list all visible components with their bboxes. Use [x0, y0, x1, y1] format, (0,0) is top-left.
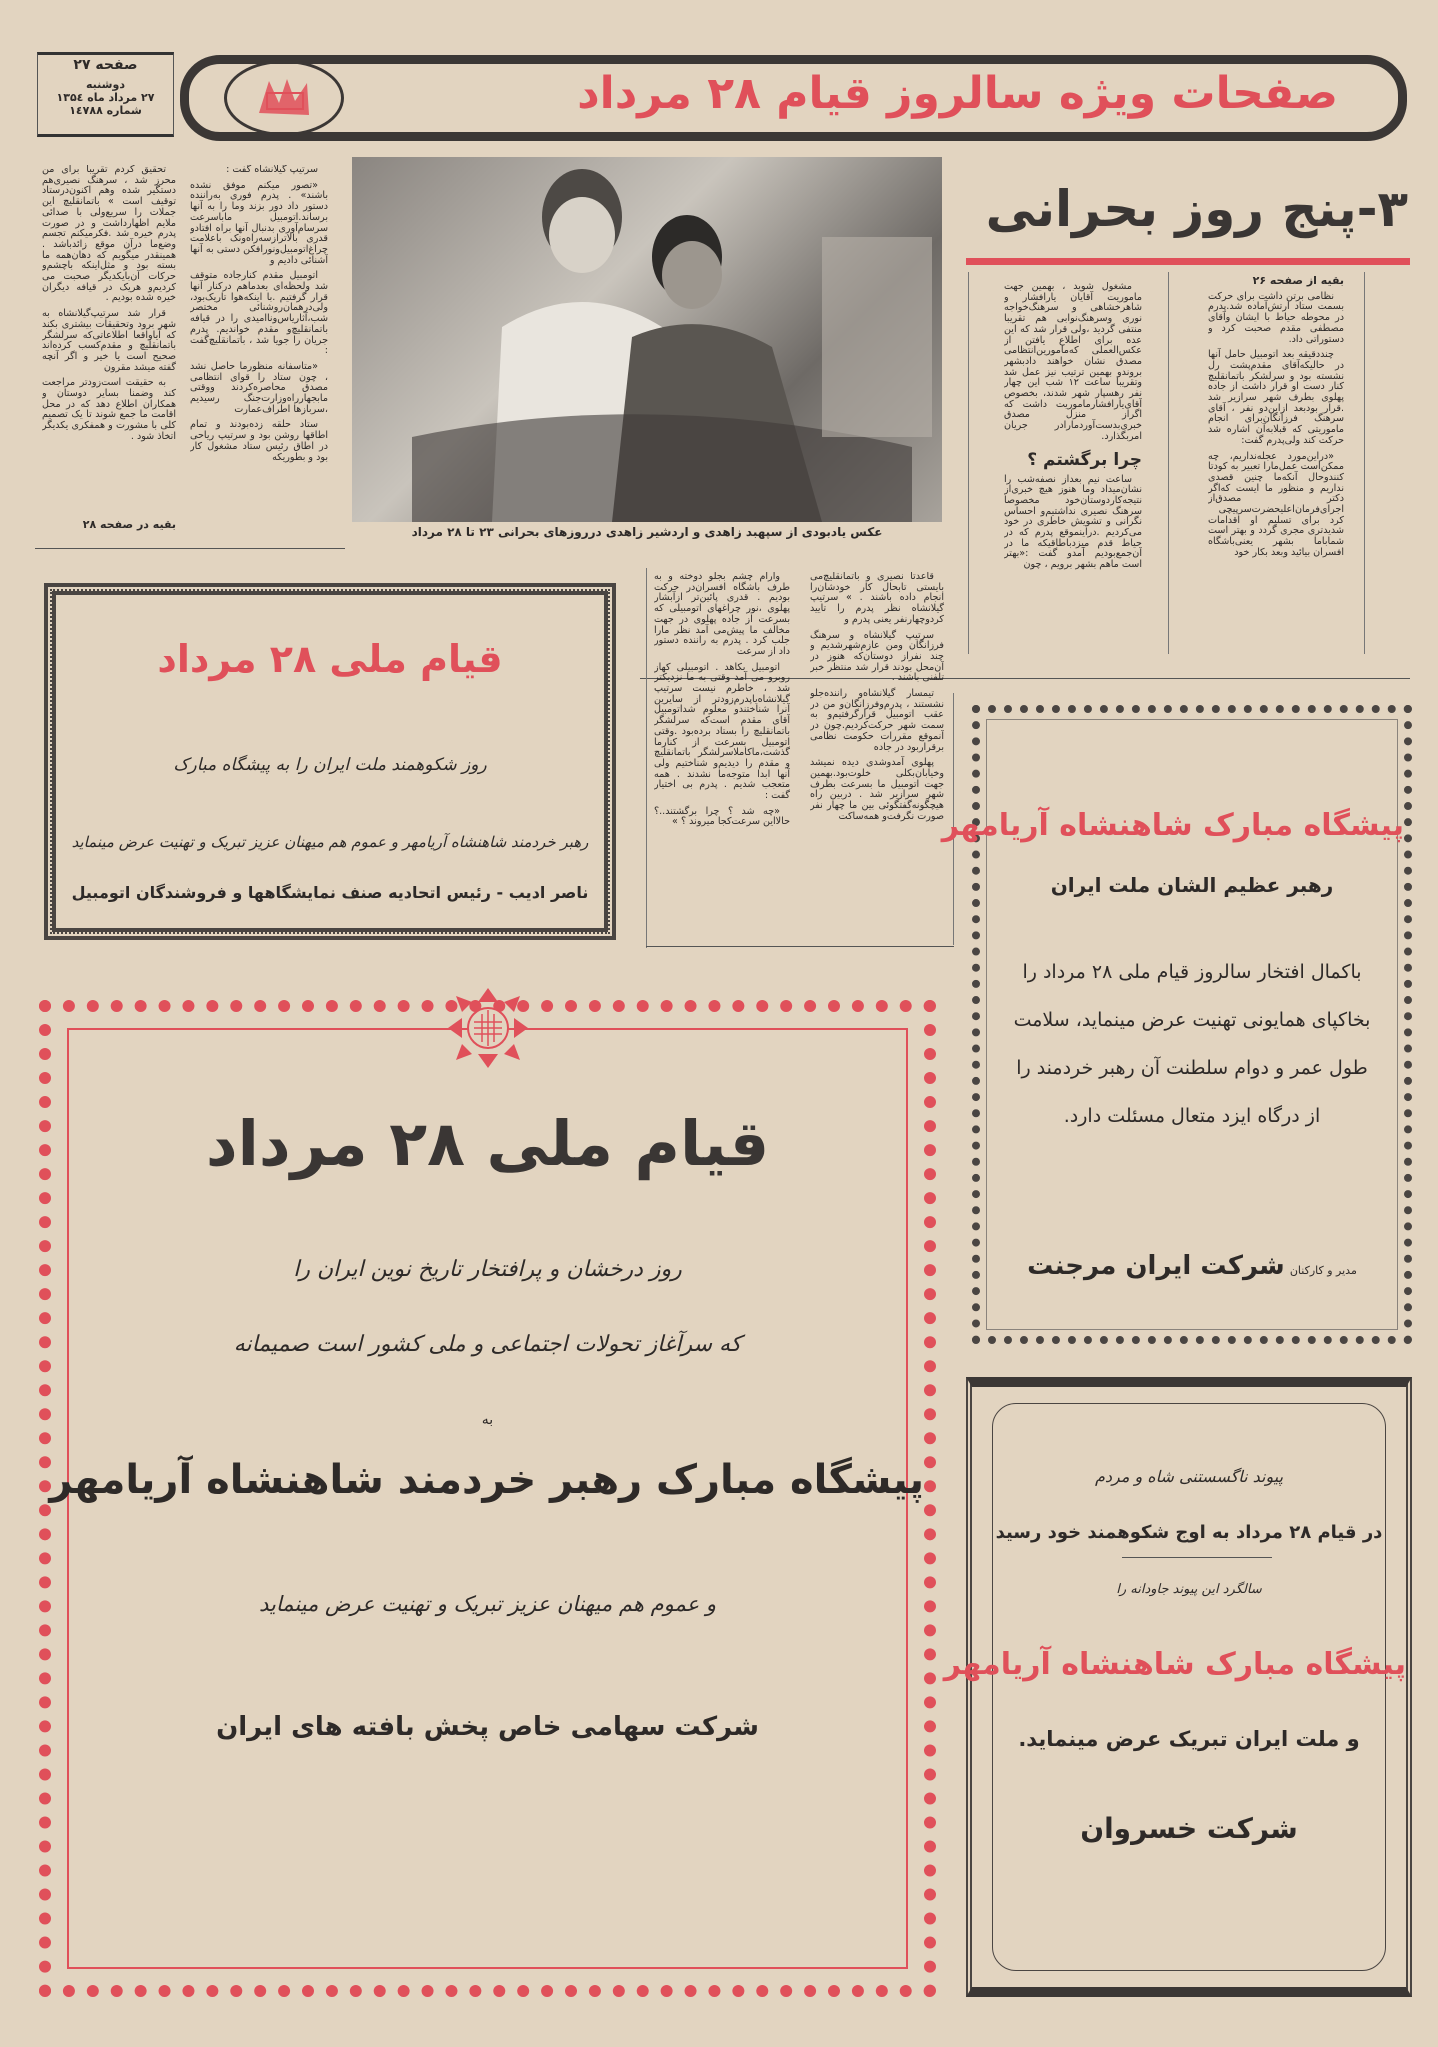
ad-headline: پیشگاه مبارک رهبر خردمند شاهنشاه آریامهر: [49, 1457, 924, 1503]
ad-subtitle: رهبر عظیم الشان ملت ایران: [1050, 873, 1334, 897]
paragraph: تحقیق کردم تقریبا برای من محرز شد ، سرهنگ نصیری‌هم دستگیر شده وهم اکنون‌درستاد توقیف است » باتمانقلیچ این جملات را سریع‌ولی با صدائی ملایم اظهارداشت و در صورت پدرم خیره شد .فکرمیکنم تجسم وضع‌ما درآن موقع زائدباشد . همینقدر میگویم که دهان‌همه ما بسته بود و مثل‌اینکه باچشم‌و حرکات آن‌بایکدیگر صحبت می کردیم‌و هریک در قیافه دیگران خیره شده بودیم .: [42, 165, 176, 304]
paragraph: اتومبیل مقدم کنارجاده متوقف شد ولحظه‌ای بعدماهم درکنار آنها قرار گرفتیم .با اینکه‌هوا تاریک‌بود، ولی‌درهمان‌روشنائی مختصر شب،آثاریاس‌وناامیدی را در قیافه باتمانقلیچ‌و مقدم خواندیم. پدرم جریان را جویا شد ، باتمانقلیچ‌گفت :: [190, 270, 328, 357]
ad-textile-distribution: [39, 1000, 936, 1997]
ad-inner-frame: [992, 1403, 1386, 1971]
article-column-middle-a: [810, 572, 944, 912]
article-column-right-a: [1208, 276, 1344, 654]
headline-rule: [966, 258, 1410, 265]
paragraph: تیمسار گیلانشاه‌و راننده‌جلو نشستند ، پدرم‌وفرزانگان‌و من در عقب اتومبیل قرارگرفتیم‌و به سمت شهر حرکت‌کردیم.چون در آنموقع مقررات حکومت نظامی برقراربود در جاده: [810, 688, 944, 753]
paragraph: نظامی برتن داشت برای حرکت بسمت ستاد ارتش‌آماده شد.پدرم در محوطه حیاط با ایشان وآقای مصطفی مقدم صحبت کرد و دستوراتی داد.: [1208, 290, 1344, 345]
ad-signature: شرکت ایران مرجنت: [1027, 1251, 1285, 1281]
section-divider: [646, 946, 954, 947]
ad-line: سالگرد این پیوند جاودانه را: [1116, 1582, 1262, 1597]
ad-line: رهبر خردمند شاهنشاه آریامهر و عموم هم میهنان عزیز تبریک و تهنیت عرض مینماید: [71, 833, 589, 851]
paragraph: قرار شد سرتیپ‌گیلانشاه به شهر برود وتحقیقات بیشتری بکند که آیاواقعا اطلاعاتی‌که سرلشگر باتمانقلیچ و مقدم‌کسب کرده‌اند صحیح است یا خیر و اگر آنچه گفته میشد مقرون: [42, 308, 176, 373]
ad-signature: شرکت خسروان: [1080, 1812, 1298, 1845]
ad-line: پیوند ناگسستنی شاه و مردم: [1094, 1467, 1284, 1486]
paragraph: «تصور میکنم موفق نشده باشند» . پدرم فوری به‌راننده دستور داد دور بزند وما را به آنها برساند.اتومبیل مابا‌سرعت سرسام‌آوری بدنبال آنها براه افتادو قدری بالاتراز‌سه‌راه‌ونک باعلامت چراغ‌اتومبیل‌ونورافکن دستی به آنها آشنائی دادیم و: [190, 179, 328, 266]
article-headline: ۳-پنج روز بحرانی: [985, 180, 1408, 238]
ad-title: قیام ملی ۲۸ مرداد: [157, 637, 503, 681]
paragraph: چنددقیقه بعد اتومبیل حامل آنها در حالیکه‌آقای مقدم‌پشت رل نشسته بود و سرلشکر باتمانقلیچ کنار دست او قرار داشت از جاده پهلوی بطرف شهر سرازیر شد .قرار بودبعد ازاین‌دو نفر ، آقای سرهنگ فرزانگان‌برای انجام ماموریتی که قبلا‌به‌آن اشاره شد حرکت کند ولی‌پدرم گفت:: [1208, 349, 1344, 446]
ad-body-line: باکمال افتخار سالروز قیام ملی ۲۸ مرداد را: [1022, 961, 1362, 983]
column-rule: [968, 272, 969, 654]
issue-number: شماره ۱٤۷۸۸: [69, 104, 142, 117]
paragraph: ساعت نیم بعداز نصفه‌شب را نشان‌میداد وما هنوز هیچ خبری‌از نتیجه‌کاردوستان‌خود مخصوصا سرهنگ نصیری نداشتیم‌و احساس نگرانی و تشویش خاطری در خود می‌کردیم .دراینموقع پدرم که در حیاط قدم میزدباطاقیکه ما در آن‌جمع‌بودیم آمدو گفت :«بهتر است ماهم بشهر برویم ، چون: [1004, 473, 1142, 571]
ad-line: که سرآغاز تحولات اجتماعی و ملی کشور است صمیمانه: [233, 1332, 742, 1357]
column-rule: [1364, 272, 1365, 654]
article-photo: [352, 157, 942, 522]
ad-title: پیشگاه مبارک شاهنشاه آریامهر: [941, 808, 1404, 843]
paragraph: «چه شد ؟ چرا برگشتند..؟ حالااین سرعت‌کجا میروند ؟ »: [654, 805, 790, 828]
weekday: دوشنبه: [86, 78, 125, 91]
banner-title: صفحات ویژه سالروز قیام ۲۸ مرداد: [577, 68, 1338, 119]
ad-line: به: [481, 1412, 494, 1428]
ad-title: قیام ملی ۲۸ مرداد: [205, 1107, 770, 1180]
photo-two-men-icon: [352, 157, 942, 522]
paragraph: «دراین‌مورد عجله‌نداریم، چه ممکن‌است عمل‌مارا تعبیر به کودتا کنندوحال آنکه‌ما چنین قصدی نداریم و منظور ما ایست که‌اگر دکتر مصدق‌از اجرای‌فرمان‌اعلیحضرت‌سرپیچی کرد برای تسلیم او اقدامات شدیدتری مجری گردد و بهتر است شماباما بشهر یعنی‌باشگاه افسران بیائید وبعد بکار خود: [1208, 450, 1344, 558]
article-column-middle-b: [654, 572, 790, 912]
date-box: [37, 52, 174, 137]
ad-body-line: طول عمر و دوام سلطنت آن رهبر خردمند را: [1016, 1057, 1368, 1079]
paragraph: ستاد حلقه زده‌بودند و تمام اطاقها روشن بود و سرتیپ ریاحی در اطاق رئیس ستاد مشغول کار بود و بطوریکه: [190, 419, 328, 463]
ad-signature-small: مدیر و کارکنان: [1289, 1264, 1357, 1277]
ad-signature: شرکت سهامی خاص پخش بافته های ایران: [216, 1712, 759, 1742]
column-rule: [646, 568, 647, 948]
ad-khosravan: [943, 1377, 1412, 1997]
photo-caption: عکس یادبودی از سپهبد زاهدی و اردشیر زاهدی درروزهای بحرانی ۲۳ تا ۲۸ مرداد: [411, 525, 883, 539]
column-rule: [1168, 272, 1169, 654]
ad-title: پیشگاه مبارک شاهنشاه آریامهر: [943, 1647, 1406, 1682]
paragraph: قاعدتا نصیری و باتمانقلیچ‌می بایستی تابحال کار خودشان‌را انجام داده باشند . » سرتیپ گیلانشاه نظر پدرم را تایید کردو‌چهارنفر یعنی پدرم و: [810, 572, 944, 625]
ad-signature-block: [980, 1251, 1404, 1281]
ad-line: و ملت ایران تبریک عرض مینماید.: [1018, 1727, 1360, 1751]
ad-line: در قیام ۲۸ مرداد به اوج شکوهمند خود رسید: [995, 1522, 1383, 1543]
ad-signature: ناصر ادیب - رئیس اتحادیه صنف نمایشگاهها و فروشندگان اتومبیل: [71, 883, 589, 902]
article-subheading: چرا برگشتم ؟: [1027, 449, 1142, 470]
ad-line: روز درخشان و پرافتخار تاریخ نوین ایران را: [293, 1257, 682, 1282]
issue-date: ۲۷ مرداد ماه ۱۳۵٤: [56, 91, 155, 104]
paragraph: «متاسفانه منظورما حاصل نشد ، چون ستاد را قوای انتظامی مصدق محاصره‌کردند ووقتی مابجهارراه‌وزارت‌جنگ رسیدیم ،سربازها اطراف‌عمارت: [190, 360, 328, 415]
section-divider: [35, 548, 345, 549]
newspaper-logo-icon: [224, 60, 344, 136]
ad-line: روز شکوهمند ملت ایران را به پیشگاه مبارک: [173, 755, 487, 775]
article-column-left-a: [190, 165, 328, 527]
paragraph: وآرام چشم بجلو دوخته و به طرف باشگاه افسران‌در حرکت بودیم . قدری پائین‌تر ازآبشار پهلوی ،نور چراغهای اتومبیلی که بسرعت از جاده پهلوی در جهت مخالف ما پیش‌می آمد نظر مارا جلب کرد . پدرم به راننده دستور داد از سرعت: [654, 572, 790, 657]
section-banner: [180, 55, 1407, 141]
ad-divider: [1122, 1557, 1272, 1558]
article-column-right-b: [1004, 282, 1142, 654]
ad-body-line: از درگاه ایزد متعال مسئلت دارد.: [1063, 1105, 1321, 1127]
ad-body-line: بخاکپای همایونی تهنیت عرض مینماید، سلامت: [1013, 1009, 1371, 1031]
ad-iran-merchant: [941, 705, 1412, 1344]
article-column-left-b: [42, 165, 176, 515]
ad-car-dealers-union: [44, 583, 616, 940]
paragraph: سرتیپ گیلانشاه گفت :: [226, 165, 318, 175]
paragraph: سرتیپ گیلانشاه و سرهنگ فرزانگان ومن عازم‌شهرشدیم و چند نفراز دوستان‌که هنوز در آن‌محل بودند قرار شد منتظر خبر تلفنی باشند .: [810, 629, 944, 684]
continued-from: بقیه از صفحه ۲۶: [1252, 276, 1344, 287]
paragraph: اتومبیل بکاهد . اتومبیلی کهاز روبرو می آمد وقتی به ما نزدیکتر شد ، خاطرم نیست سرتیپ گیلانشاه‌یاپدرم‌زودتر از سایرین آنرا شناختندو معلوم شداتومبیل آقای مقدم است‌که سرلشگر باتمانقلیچ را بستاد برده‌بود .وقتی اتومبیل بسرعت از کنارما گذشت،ماکاملا‌سرلشگر باتمانقلیچ و مقدم را دیدیم‌و شناختیم ولی آنها ابدا متوجه‌ما نشدند . همه متعجب شدیم . پدرم بی اختیار گفت :: [654, 661, 790, 802]
continued-to: بقیه در صفحه ۲۸: [82, 518, 176, 531]
paragraph: مشغول شوید ، بهمین جهت ماموریت آقایان یارافشار و شاهرخشاهی و سرهنگ‌خواجه نوری وسرهنگ‌نوابی هم تقریبا منتفی گردید ،ولی قرار شد که این عده برای اطلاع یافتن از عکس‌العملی که‌مامورین‌انتظامی مصدق نشان خواهند دادبشهر بروندو بهمین ترتیب نیز عمل شد وتقریبا ساعت ۱۲ شب این چهار نفر رهسپار شهر شدند، بخصوص آقای‌یارافشارماموریت داشت که اگراز منزل مصدق خبری‌بدست‌آوردمارادر جریان امربگذارد.: [1004, 282, 1142, 442]
paragraph: پهلوی آمدوشدی دیده نمیشد وخیابان‌بکلی خلوت‌بود.بهمین جهت اتومبیل ما بسرعت بطرف شهر سرازیر شد . دربین راه هیچگونه‌گفتگوئی بین ما چهار نفر صورت نگرفت‌و همه‌ساکت: [810, 757, 944, 822]
paragraph: به حقیقت است‌زودتر مراجعت کند وضمنا بسایر دوستان و همکاران اطلاع دهد که در محل اقامت ما جمع شوند تا یک تصمیم کلی با مشورت و همفکری یکدیگر اتخاذ شود .: [42, 377, 176, 442]
page-number: صفحه ۲۷: [73, 57, 138, 73]
emblem-icon: [448, 988, 528, 1068]
ad-line: و عموم هم میهنان عزیز تبریک و تهنیت عرض مینماید: [259, 1592, 716, 1616]
